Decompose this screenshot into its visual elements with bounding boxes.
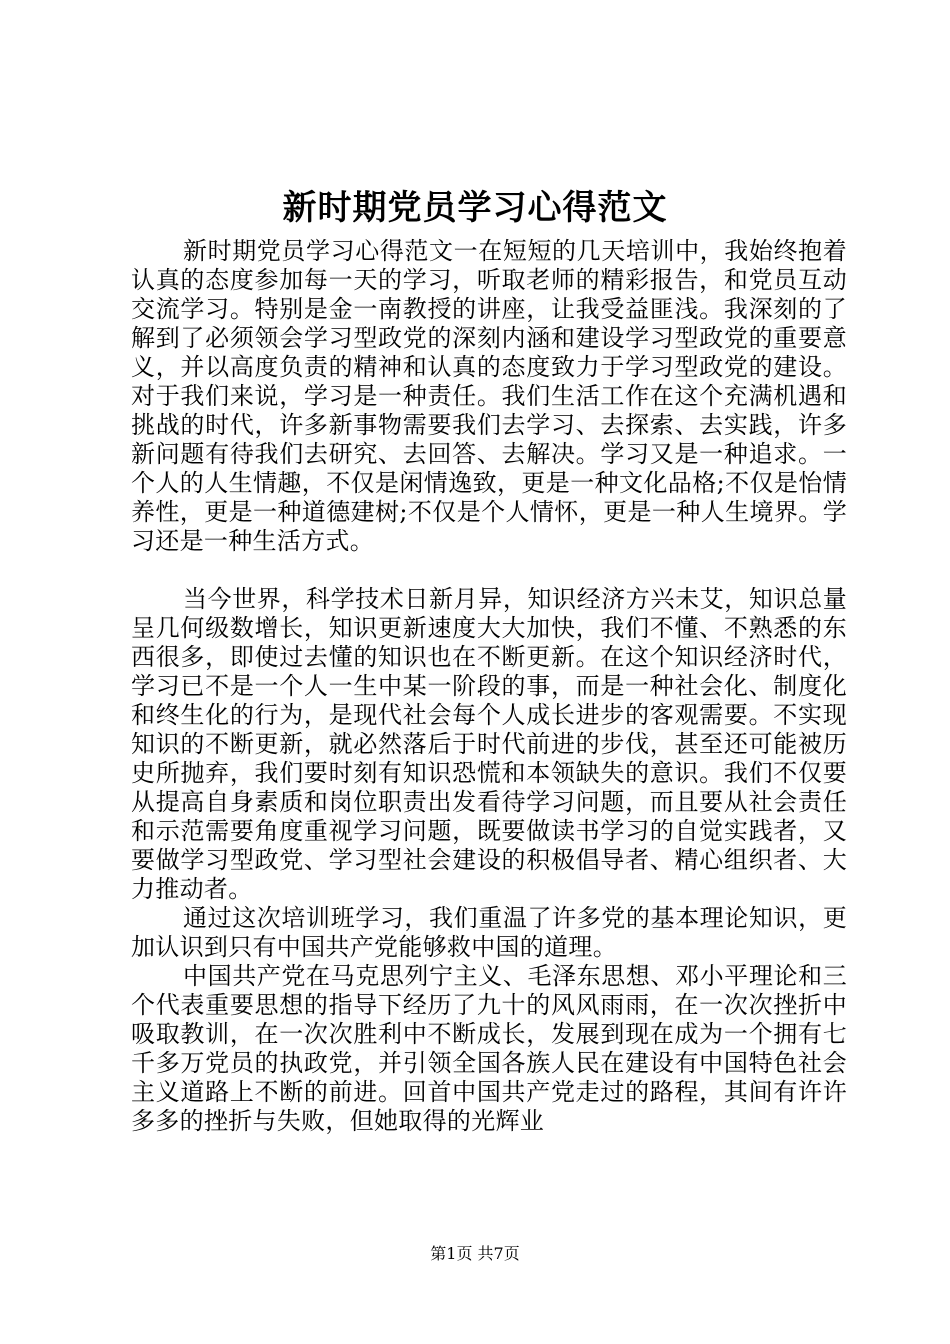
paragraph-2: 当今世界，科学技术日新月异，知识经济方兴未艾，知识总量呈几何级数增长，知识更新速度大大加快，我们不懂、不熟悉的东西很多，即使过去懂的知识也在不断更新。在这个知识经济时代，学习已不是一个人一生中某一阶段的事，而是一种社会化、制度化和终生化的行为，是现代社会每个人成长进步的客观需要。不实现知识的不断更新，就必然落后于时代前进的步伐，甚至还可能被历史所抛弃，我们要时刻有知识恐慌和本领缺失的意识。我们不仅要从提高自身素质和岗位职责出发看待学习问题，而且要从社会责任和示范需要角度重视学习问题，既要做读书学习的自觉实践者，又要做学习型政党、学习型社会建设的积极倡导者、精心组织者、大力推动者。: [131, 585, 847, 903]
page-footer: 第1页 共7页: [430, 1244, 520, 1263]
document-title: 新时期党员学习心得范文: [282, 188, 668, 228]
paragraph-4: 中国共产党在马克思列宁主义、毛泽东思想、邓小平理论和三个代表重要思想的指导下经历了九十的风风雨雨，在一次次挫折中吸取教训，在一次次胜利中不断成长，发展到现在成为一个拥有七千多万党员的执政党，并引领全国各族人民在建设有中国特色社会主义道路上不断的前进。回首中国共产党走过的路程，其间有许许多多的挫折与失败，但她取得的光辉业: [131, 962, 847, 1135]
paragraph-1: 新时期党员学习心得范文一在短短的几天培训中，我始终抱着认真的态度参加每一天的学习，听取老师的精彩报告，和党员互动交流学习。特别是金一南教授的讲座，让我受益匪浅。我深刻的了解到了必须领会学习型政党的深刻内涵和建设学习型政党的重要意义，并以高度负责的精神和认真的态度致力于学习型政党的建设。对于我们来说，学习是一种责任。我们生活工作在这个充满机遇和挑战的时代，许多新事物需要我们去学习、去探索、去实践，许多新问题有待我们去研究、去回答、去解决。学习又是一种追求。一个人的人生情趣，不仅是闲情逸致，更是一种文化品格;不仅是怡情养性，更是一种道德建树;不仅是个人情怀，更是一种人生境界。学习还是一种生活方式。: [131, 237, 847, 555]
document-body: [131, 237, 847, 1136]
paragraph-3: 通过这次培训班学习，我们重温了许多党的基本理论知识，更加认识到只有中国共产党能够救中国的道理。: [131, 904, 847, 961]
paragraph-gap: [131, 556, 847, 585]
